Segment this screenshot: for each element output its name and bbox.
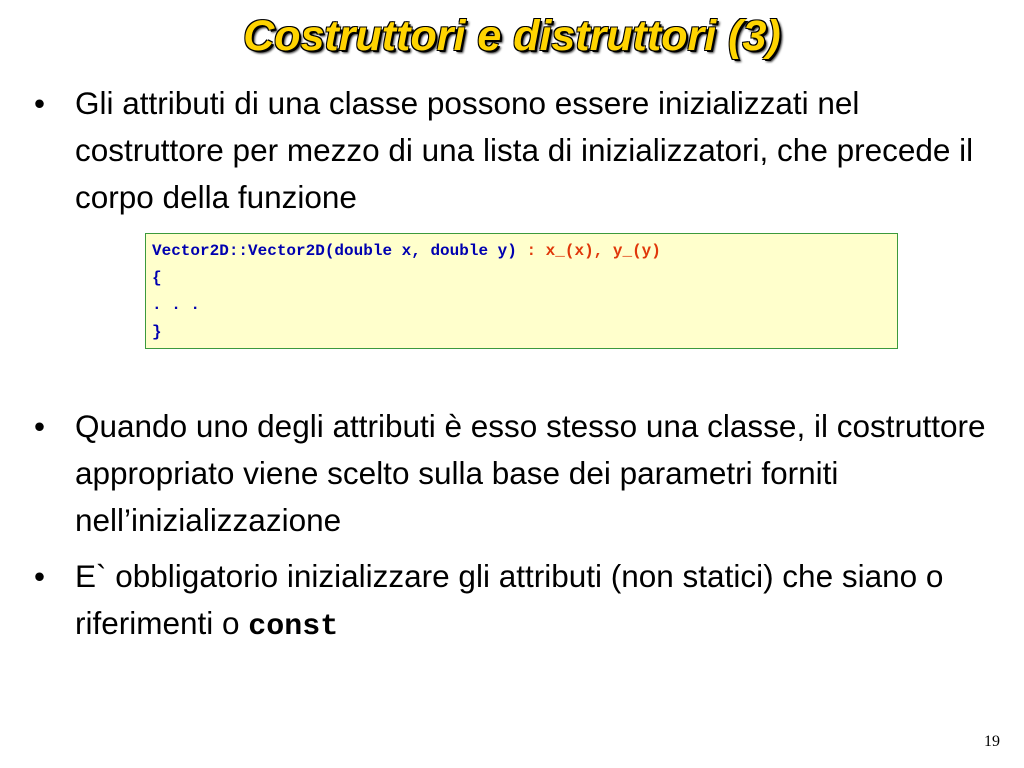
bullet-marker: •	[34, 558, 46, 594]
bullet-text: Gli attributi di una classe possono essere inizializzati nel costruttore per mezzo di una lista di inizializzatori, che precede il corpo della funzione	[75, 85, 974, 215]
code-line-1	[152, 238, 891, 265]
code-line-2: {	[152, 269, 162, 287]
bullet-item	[34, 553, 994, 651]
code-constructor-signature: Vector2D::Vector2D(double x, double y)	[152, 242, 517, 260]
slide-title: Costruttori e distruttori (3)	[243, 12, 781, 60]
code-block	[145, 233, 898, 349]
bullet-item	[34, 80, 994, 221]
code-initializer-list: : x_(x), y_(y)	[516, 242, 661, 260]
bullet-marker: •	[34, 85, 46, 121]
page-number: 19	[984, 733, 1000, 750]
code-line-4: }	[152, 323, 162, 341]
code-line-3: . . .	[152, 296, 201, 314]
bullet-text-part: E` obbligatorio inizializzare gli attributi (non statici) che siano o riferimenti o	[75, 558, 944, 641]
bullet-text: Quando uno degli attributi è esso stesso una classe, il costruttore appropriato viene scelto sulla base dei parametri forniti nell’inizializzazione	[75, 408, 986, 538]
bullet-item	[34, 403, 994, 544]
inline-code-const: const	[248, 610, 339, 644]
bullet-marker: •	[34, 408, 46, 444]
bullet-text	[75, 553, 994, 651]
